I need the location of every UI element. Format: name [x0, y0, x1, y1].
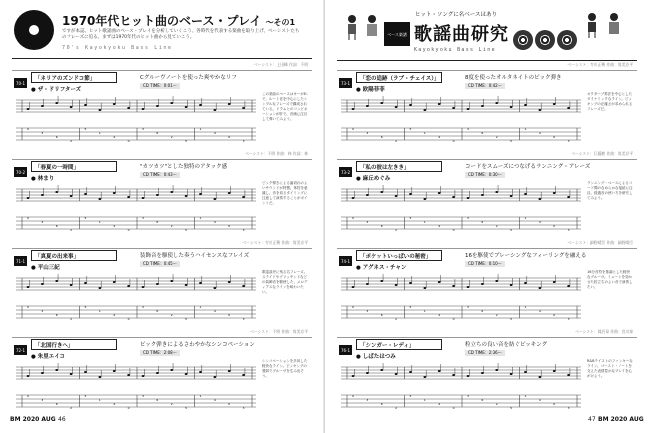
bass-score: [16, 272, 256, 332]
commentary-text: シンコペーションを多用した軽快なライン。ピッキングの強弱でグルーヴを生み出そう。: [262, 359, 308, 378]
song-number-badge: 70-2: [14, 167, 27, 177]
technique-caption: 粒立ちの良い音を紡ぐピッキング: [465, 342, 548, 348]
bass-score: [16, 183, 256, 243]
series-tag: ベース楽譜: [384, 22, 410, 46]
svg-text:5: 5: [185, 139, 188, 143]
svg-text:1: 1: [423, 131, 426, 135]
svg-text:0: 0: [127, 406, 130, 410]
svg-text:2: 2: [495, 402, 498, 406]
svg-text:6: 6: [156, 309, 159, 313]
svg-text:2: 2: [170, 402, 173, 406]
song-number-badge: 73-2: [339, 167, 352, 177]
song-number-badge: 70-1: [14, 78, 27, 88]
svg-text:6: 6: [481, 220, 484, 224]
artist-name: ● ザ・ドリフターズ: [31, 87, 82, 93]
technique-caption: コードをスムーズにつなげるランニング・アレーズ: [465, 164, 591, 170]
svg-text:3: 3: [242, 139, 245, 143]
svg-text:1: 1: [423, 398, 426, 402]
svg-text:1: 1: [199, 305, 202, 309]
title-text: 1970年代ヒット曲のベース・プレイ: [62, 14, 262, 28]
commentary-text: 歌謡曲史に残る名フレーズ。スライドやグリッサンドなどの装飾音を駆使した、メロディアスなラインを味わいたい。: [262, 270, 308, 294]
song-title-box: 「北国行きへ」: [31, 339, 117, 350]
header-rule: [337, 60, 637, 61]
svg-text:3: 3: [142, 394, 144, 398]
svg-text:0: 0: [228, 224, 231, 228]
svg-text:6: 6: [481, 398, 484, 402]
svg-text:2: 2: [170, 135, 173, 139]
svg-text:3: 3: [567, 228, 570, 232]
svg-text:3: 3: [242, 406, 245, 410]
song-credit: ベーシスト：上田峰 作詞：不明: [253, 62, 308, 67]
svg-text:5: 5: [510, 317, 513, 321]
svg-text:6: 6: [380, 224, 383, 228]
svg-text:1: 1: [98, 398, 101, 402]
svg-text:2: 2: [395, 317, 398, 321]
technique-caption: 16を駆使でブレーシングなフィーリングを融える: [465, 253, 587, 259]
song-divider: [337, 248, 637, 249]
svg-text:6: 6: [481, 131, 484, 135]
svg-text:3: 3: [242, 228, 245, 232]
bass-score: [341, 272, 581, 332]
series-pretitle: ヒット・ソングに名ベースはあり: [415, 12, 497, 18]
svg-text:4: 4: [438, 224, 441, 228]
song-credit: ベーシスト：不明 作曲：筒美京平: [250, 329, 308, 334]
svg-text:0: 0: [27, 127, 29, 131]
footer-logo: BM 2020 AUG: [10, 416, 56, 423]
svg-text:5: 5: [185, 406, 188, 410]
svg-text:6: 6: [380, 402, 383, 406]
left-page-title: [62, 12, 295, 29]
svg-text:3: 3: [142, 216, 144, 220]
notation-area: [341, 272, 581, 336]
song-number-badge: 76-1: [339, 345, 352, 355]
svg-text:0: 0: [452, 228, 455, 232]
footer-logo: BM 2020 AUG: [598, 416, 644, 423]
svg-text:1: 1: [524, 216, 527, 220]
commentary-text: オクターブ奏法を中心としたダイナミックなライン。ピッキングの正確さが求められるフレーズだ。: [587, 92, 633, 111]
svg-text:0: 0: [228, 313, 231, 317]
svg-text:2: 2: [70, 406, 73, 410]
svg-text:0: 0: [228, 135, 231, 139]
song-credit: ベーシスト：細野晴臣 作曲：細野晴臣: [567, 240, 633, 245]
svg-text:0: 0: [27, 216, 29, 220]
svg-text:6: 6: [156, 220, 159, 224]
song-divider: [12, 159, 312, 160]
svg-text:4: 4: [538, 398, 541, 402]
svg-text:2: 2: [170, 313, 173, 317]
svg-text:5: 5: [510, 406, 513, 410]
artist-text: 林まり: [37, 176, 55, 182]
technique-caption: ピック弾きによるさわやかなシンコペーション: [140, 342, 255, 348]
svg-text:3: 3: [142, 305, 144, 309]
artist-name: ● しばたはつみ: [356, 354, 396, 360]
svg-text:4: 4: [213, 131, 216, 135]
singer-illustration-icon: [344, 14, 360, 40]
svg-text:0: 0: [127, 317, 130, 321]
svg-text:2: 2: [70, 228, 73, 232]
cd-time-badge: CD TIME：2:08～: [140, 350, 180, 356]
svg-text:5: 5: [84, 127, 87, 131]
svg-text:6: 6: [481, 309, 484, 313]
svg-text:3: 3: [567, 406, 570, 410]
svg-text:3: 3: [41, 309, 44, 313]
song-divider: [337, 337, 637, 338]
artist-name: ● 欧陽菲菲: [356, 87, 385, 93]
svg-text:1: 1: [524, 305, 527, 309]
cd-time-badge: CD TIME：0:30～: [465, 172, 505, 178]
svg-text:1: 1: [98, 131, 101, 135]
notation-area: [341, 183, 581, 247]
svg-text:0: 0: [553, 313, 556, 317]
svg-text:0: 0: [352, 216, 354, 220]
vinyl-record-icon: [14, 10, 54, 50]
song-credit: ベーシスト：江藤勲 作曲：筒美京平: [571, 151, 633, 156]
notation-area: [341, 94, 581, 158]
page-number: 46: [58, 416, 66, 423]
bass-score: [16, 361, 256, 421]
svg-text:0: 0: [553, 224, 556, 228]
svg-text:1: 1: [199, 127, 202, 131]
singer-illustration-icon: [606, 12, 622, 38]
song-divider: [12, 248, 312, 249]
song-divider: [337, 159, 637, 160]
svg-text:1: 1: [423, 220, 426, 224]
commentary-text: ピック弾きによる歯切れのよいサウンドが特徴。休符を意識し、音を切るタイミングに注意して演奏することがポイントだ。: [262, 181, 308, 205]
song-divider: [12, 70, 312, 71]
page-number: 47: [588, 416, 596, 423]
svg-text:4: 4: [538, 131, 541, 135]
svg-text:5: 5: [409, 305, 412, 309]
intro-text: ですが本誌、ヒット歌謡曲のベース・プレイを分析していくこう。各時代を代表する楽曲を取り上げ、ベーシストたちのフレーズに迫る。まずは1970年代のヒット曲から見ていこう。: [62, 29, 300, 40]
svg-text:0: 0: [452, 406, 455, 410]
series-title: 歌謡曲研究: [414, 24, 509, 45]
singer-illustration-icon: [364, 14, 380, 40]
svg-text:3: 3: [242, 317, 245, 321]
series-roman: Kayokyoku Bass Line: [414, 47, 496, 53]
svg-text:6: 6: [55, 224, 58, 228]
svg-text:6: 6: [55, 135, 58, 139]
cd-time-badge: CD TIME：0:10～: [465, 261, 505, 267]
svg-text:4: 4: [538, 220, 541, 224]
cd-time-badge: CD TIME：0:43～: [140, 172, 180, 178]
svg-text:2: 2: [70, 139, 73, 143]
svg-text:4: 4: [113, 313, 116, 317]
notation-area: [341, 361, 581, 425]
song-block: [337, 240, 637, 340]
song-credit: ベーシスト：寺川正興 作曲：筒美京平: [567, 62, 633, 67]
song-credit: ベーシスト：岡沢章 作曲：宮川泰: [575, 329, 633, 334]
svg-text:2: 2: [495, 135, 498, 139]
technique-caption: "カツカツ"とした独特のアタック感: [140, 164, 228, 170]
artist-text: 欧陽菲菲: [362, 87, 385, 93]
svg-text:1: 1: [423, 309, 426, 313]
svg-text:3: 3: [41, 398, 44, 402]
svg-text:1: 1: [98, 309, 101, 313]
song-title-box: 「ネリアのズンドコ節」: [31, 72, 117, 83]
song-block: [12, 151, 312, 251]
svg-text:5: 5: [510, 139, 513, 143]
artist-name: ● 平山三紀: [31, 265, 60, 271]
song-block: [337, 62, 637, 162]
song-block: [12, 329, 312, 429]
song-credit: ベーシスト：不明 作曲：林 作詞：林: [245, 151, 308, 156]
artist-text: 麻丘めぐみ: [362, 176, 391, 182]
song-number-badge: 73-1: [339, 78, 352, 88]
svg-text:3: 3: [567, 139, 570, 143]
svg-text:1: 1: [199, 216, 202, 220]
technique-caption: 装飾音を駆使した奏うハイセンスなフレイズ: [140, 253, 250, 259]
svg-text:6: 6: [380, 135, 383, 139]
roman-subtitle: 70's Kayokyoku Bass Line: [62, 45, 173, 51]
svg-text:0: 0: [27, 305, 29, 309]
commentary-text: ランニング・ベースによるコード間のなめらかな接続に注目。経過音の使い方を研究してみよう。: [587, 181, 633, 200]
svg-text:0: 0: [452, 317, 455, 321]
svg-text:3: 3: [467, 216, 469, 220]
cd-disc-icon: [557, 30, 577, 50]
svg-text:4: 4: [538, 309, 541, 313]
svg-text:6: 6: [55, 402, 58, 406]
svg-text:4: 4: [213, 309, 216, 313]
artist-text: アグネス・チャン: [362, 265, 407, 271]
svg-text:4: 4: [113, 402, 116, 406]
header-rule: [12, 58, 312, 59]
svg-text:6: 6: [55, 313, 58, 317]
cd-disc-icon: [513, 30, 533, 50]
song-block: [12, 62, 312, 162]
artist-name: ● 麻丘めぐみ: [356, 176, 391, 182]
cd-time-badge: CD TIME：0:01～: [140, 83, 180, 89]
svg-text:0: 0: [352, 305, 354, 309]
singer-illustration-icon: [584, 12, 600, 38]
song-number-badge: 74-1: [339, 256, 352, 266]
cd-time-badge: CD TIME：0:42～: [465, 83, 505, 89]
svg-text:2: 2: [495, 224, 498, 228]
song-title-box: 「ポケットいっぱいの秘密」: [356, 250, 442, 261]
bass-score: [16, 94, 256, 154]
svg-text:5: 5: [185, 317, 188, 321]
artist-text: ザ・ドリフターズ: [37, 87, 82, 93]
svg-text:0: 0: [127, 228, 130, 232]
song-title-box: 「シンガー・レディ」: [356, 339, 442, 350]
artist-name: ● 朱里エイコ: [31, 354, 65, 360]
artist-text: 朱里エイコ: [37, 354, 65, 360]
svg-text:3: 3: [567, 317, 570, 321]
song-title-box: 「春夏の一時間」: [31, 161, 117, 172]
svg-text:3: 3: [41, 220, 44, 224]
artist-name: ● アグネス・チャン: [356, 265, 407, 271]
svg-text:4: 4: [438, 313, 441, 317]
svg-text:6: 6: [156, 398, 159, 402]
svg-text:3: 3: [142, 127, 144, 131]
technique-caption: Cグルーヴノートを使った爽やかなリフ: [140, 75, 237, 81]
svg-text:3: 3: [41, 131, 44, 135]
title-suffix: ～その1: [265, 18, 296, 27]
svg-text:4: 4: [213, 220, 216, 224]
technique-caption: 8度を使ったオルタネイトのピック弾き: [465, 75, 562, 81]
svg-text:0: 0: [127, 139, 130, 143]
svg-text:1: 1: [524, 127, 527, 131]
svg-text:0: 0: [228, 402, 231, 406]
svg-text:4: 4: [213, 398, 216, 402]
svg-text:1: 1: [199, 394, 202, 398]
song-block: [337, 151, 637, 251]
svg-text:4: 4: [438, 135, 441, 139]
artist-text: 平山三紀: [37, 265, 60, 271]
svg-text:0: 0: [27, 394, 29, 398]
song-title-box: 「真夏の出来事」: [31, 250, 117, 261]
artist-text: しばたはつみ: [362, 354, 396, 360]
svg-text:3: 3: [467, 127, 469, 131]
commentary-text: この楽曲のベースはキーがE♭で、ルート音を中心にしたシンプルなフレーズで構成されている。ドラムとのコンビネーションが肝で、音価に注目して弾いてみよう。: [262, 92, 308, 121]
svg-text:6: 6: [380, 313, 383, 317]
commentary-text: 16分音符を基調とした軽快なグルーヴ。ミュートを効かせた粒立ちのよい音で演奏したい。: [587, 270, 633, 289]
svg-text:1: 1: [524, 394, 527, 398]
bass-score: [341, 361, 581, 421]
song-divider: [337, 70, 637, 71]
svg-text:0: 0: [352, 394, 354, 398]
svg-text:0: 0: [553, 402, 556, 406]
song-title-box: 「恋の追跡（ラブ・チェイス）」: [356, 72, 442, 83]
svg-text:2: 2: [170, 224, 173, 228]
svg-text:5: 5: [409, 216, 412, 220]
cd-time-badge: CD TIME：0:45～: [140, 261, 180, 267]
bass-score: [341, 183, 581, 243]
artist-name: ● 林まり: [31, 176, 55, 182]
notation-area: [16, 94, 256, 158]
svg-text:6: 6: [156, 131, 159, 135]
notation-area: [16, 183, 256, 247]
svg-text:4: 4: [113, 224, 116, 228]
svg-text:5: 5: [84, 305, 87, 309]
svg-text:4: 4: [113, 135, 116, 139]
cd-time-badge: CD TIME：2:36～: [465, 350, 505, 356]
song-number-badge: 71-1: [14, 256, 27, 266]
svg-text:3: 3: [366, 131, 369, 135]
svg-text:5: 5: [409, 127, 412, 131]
svg-text:5: 5: [510, 228, 513, 232]
svg-text:1: 1: [98, 220, 101, 224]
cd-disc-icon: [535, 30, 555, 50]
svg-text:2: 2: [395, 406, 398, 410]
svg-text:2: 2: [495, 313, 498, 317]
song-divider: [12, 337, 312, 338]
svg-text:5: 5: [185, 228, 188, 232]
song-block: [12, 240, 312, 340]
song-credit: ベーシスト：寺川正興 作曲：筒美京平: [242, 240, 308, 245]
svg-text:3: 3: [366, 220, 369, 224]
song-title-box: 「私の彼は左きき」: [356, 161, 442, 172]
svg-text:5: 5: [409, 394, 412, 398]
notation-area: [16, 272, 256, 336]
svg-text:3: 3: [467, 305, 469, 309]
svg-text:0: 0: [352, 127, 354, 131]
svg-text:0: 0: [553, 135, 556, 139]
svg-text:2: 2: [395, 228, 398, 232]
commentary-text: R&Bテイストのファンキーなライン。ゴースト・ノートを交えた表情豊かなプレイを心がけよう。: [587, 359, 633, 378]
svg-text:5: 5: [84, 394, 87, 398]
bass-score: [341, 94, 581, 154]
svg-text:3: 3: [366, 398, 369, 402]
svg-text:5: 5: [84, 216, 87, 220]
svg-text:3: 3: [366, 309, 369, 313]
svg-text:2: 2: [70, 317, 73, 321]
svg-text:2: 2: [395, 139, 398, 143]
svg-text:0: 0: [452, 139, 455, 143]
svg-text:4: 4: [438, 402, 441, 406]
svg-text:3: 3: [467, 394, 469, 398]
song-number-badge: 72-1: [14, 345, 27, 355]
